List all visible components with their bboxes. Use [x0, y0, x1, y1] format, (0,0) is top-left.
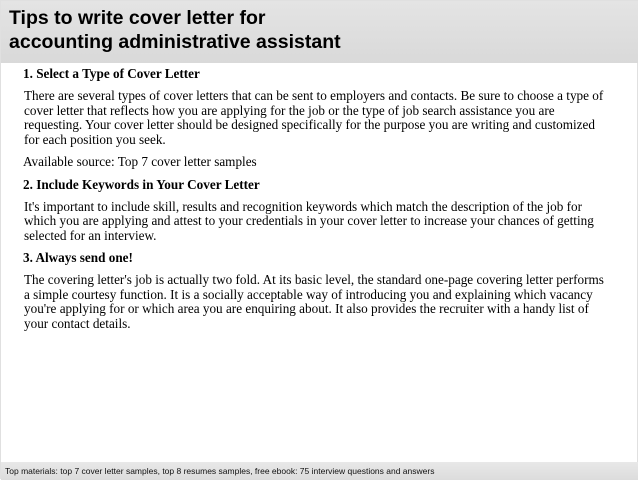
- content: [23, 67, 613, 339]
- section-1-body: There are several types of cover letters that can be sent to employers and contacts. Be sure to choose a type of cover letter that reflects how you are applying for the job or the type of job search assistance you are requesting. Your cover letter should be designed specifically for the purpose you are writing and customized for each position you seek.: [24, 88, 604, 147]
- footer-bar: [1, 462, 638, 480]
- title-bar: [1, 1, 638, 63]
- section-3-heading: 3. Always send one!: [23, 250, 133, 265]
- section-2-heading: 2. Include Keywords in Your Cover Letter: [23, 176, 260, 192]
- footer-text: Top materials: top 7 cover letter samples, top 8 resumes samples, free ebook: 75 interview questions and answers: [5, 466, 435, 476]
- section-3-body: The covering letter's job is actually two fold. At its basic level, the standard one-page covering letter performs a simple courtesy function. It is a socially acceptable way of introducing you and explaining which vacancy you're applying for or which area you are enquiring about. It also provides the recruiter with a handy list of your contact details.: [24, 272, 604, 331]
- page-title-line-2: accounting administrative assistant: [9, 31, 341, 53]
- page-title-line-1: Tips to write cover letter for: [9, 7, 266, 29]
- section-2-body: It's important to include skill, results and recognition keywords which match the description of the job for which you are applying and attest to your credentials in your cover letter to increase your chances of getting selected for an interview.: [24, 198, 594, 243]
- section-1-source: Available source: Top 7 cover letter samples: [23, 154, 257, 169]
- page-title: [9, 6, 341, 54]
- section-1-heading: 1. Select a Type of Cover Letter: [23, 66, 200, 81]
